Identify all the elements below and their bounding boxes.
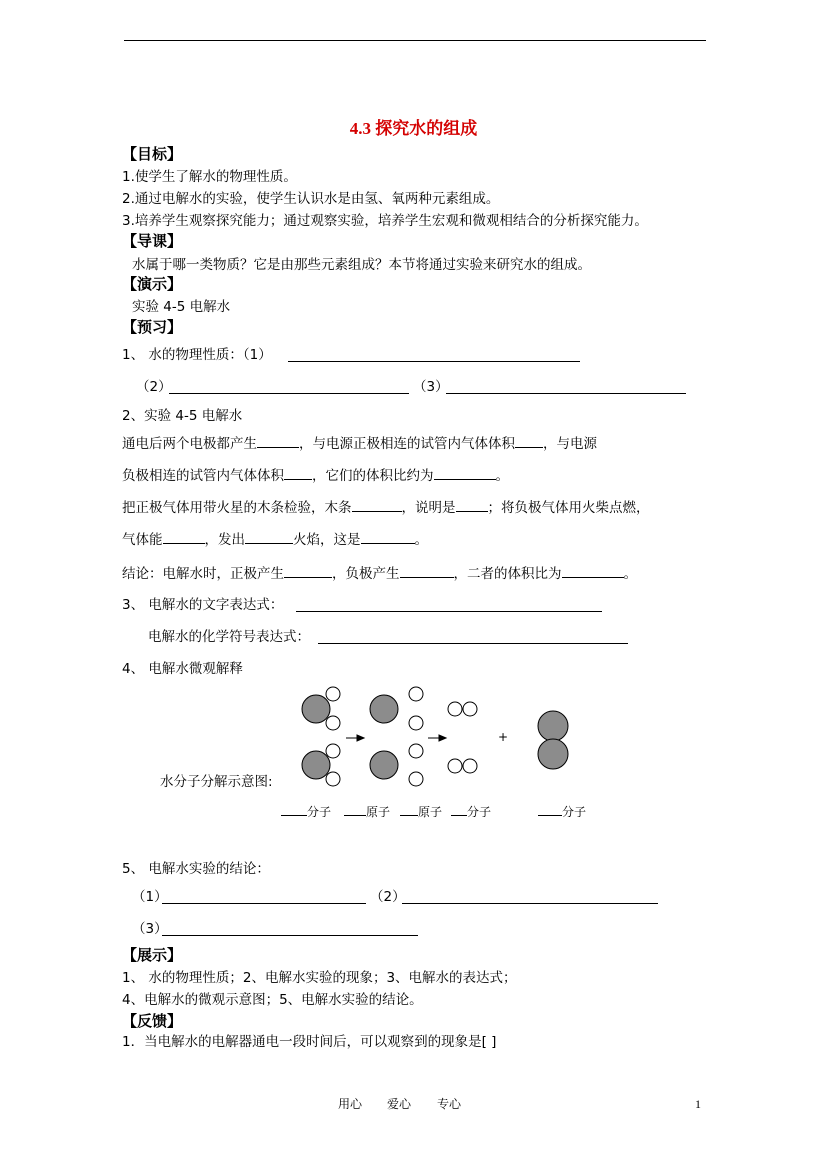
preview-q1: 1、 水的物理性质：（1） [122,347,272,363]
diagram-caption-5 [538,803,586,820]
p5-text-d: 。 [623,566,637,582]
blank [400,804,418,816]
p3-text-b: ，说明是 [401,500,456,516]
preview-conclusion [122,564,637,582]
caption-text: 分子 [307,805,332,819]
diagram-caption-3 [400,803,442,820]
demo-text: 实验 4-5 电解水 [132,299,231,315]
section-goals-heading: 【目标】 [122,145,183,163]
p4-text-b: ，发出 [204,532,245,548]
hydrogen-atom [409,687,423,701]
preview-q1-3: （3） [413,379,449,395]
oxygen-atom [370,695,398,723]
hydrogen-atom [326,772,340,786]
diagram-caption-2 [344,803,390,820]
page-number: 1 [695,1097,701,1111]
blank [281,804,307,816]
oxygen-atom [302,695,330,723]
answer-line-q5-2 [402,903,658,904]
hydrogen-atom [448,759,462,773]
hydrogen-atom [409,744,423,758]
p1-text-b: ，与电源正极相连的试管内气体体积 [299,436,515,452]
preview-paragraph-4 [122,530,428,548]
footer-motto-2: 爱心 [387,1097,412,1111]
blank [344,804,366,816]
answer-line-q5-3 [162,935,418,936]
header-rule [124,40,706,41]
p4-text-c: 火焰，这是 [293,532,361,548]
goal-item-3: 3.培养学生观察探究能力；通过观察实验，培养学生宏观和微观相结合的分析探究能力。 [122,213,648,229]
p1-text-c: ，与电源 [543,436,597,452]
preview-q2: 2、实验 4-5 电解水 [122,408,243,424]
arrow-icon [346,735,364,741]
hydrogen-atom [326,687,340,701]
section-preview-heading: 【预习】 [122,318,183,336]
section-show-heading: 【展示】 [122,946,183,964]
footer-motto-1: 用心 [338,1097,363,1111]
hydrogen-atom [463,759,477,773]
diagram-caption-1 [281,803,331,820]
oxygen-atom [538,711,568,741]
answer-line-q5-1 [162,903,366,904]
blank [163,530,205,544]
preview-q4: 4、 电解水微观解释 [122,661,243,677]
p4-text-d: 。 [414,532,428,548]
preview-q3-b: 电解水的化学符号表达式： [148,629,310,645]
preview-q5-1: （1） [132,889,168,905]
p5-text-b: ，负极产生 [332,566,400,582]
oxygen-atom [370,751,398,779]
blank [538,804,562,816]
diagram-caption-4 [451,803,491,820]
caption-text: 原子 [366,805,391,819]
hydrogen-atom [326,744,340,758]
preview-q5-3: （3） [132,921,168,937]
show-line-1: 1、 水的物理性质；2、电解水实验的现象；3、电解水的表达式； [122,970,517,986]
p5-text-a: 结论：电解水时，正极产生 [122,566,284,582]
footer-motto-3: 专心 [437,1097,462,1111]
hydrogen-atom [326,716,340,730]
preview-q1-2: （2） [136,379,172,395]
blank [284,564,332,578]
blank [434,466,496,480]
section-demo-heading: 【演示】 [122,275,183,293]
intro-text: 水属于哪一类物质？它是由那些元素组成？本节将通过实验来研究水的组成。 [132,257,591,273]
hydrogen-atom [409,772,423,786]
caption-text: 分子 [467,805,492,819]
blank [361,530,415,544]
hydrogen-atom [463,702,477,716]
preview-q5: 5、 电解水实验的结论： [122,861,270,877]
p1-text-a: 通电后两个电极都产生 [122,436,257,452]
page-title: 4.3 探究水的组成 [349,119,478,138]
p3-text-c: ；将负极气体用火柴点燃， [487,500,650,516]
p2-text-c: 。 [495,468,509,484]
p4-text-a: 气体能 [122,532,163,548]
oxygen-atom [538,739,568,769]
answer-line-q1-1 [288,361,580,362]
show-line-2: 4、电解水的微观示意图；5、电解水实验的结论。 [122,992,423,1008]
p3-text-a: 把正极气体用带火星的木条检验，木条 [122,500,352,516]
caption-text: 原子 [418,805,443,819]
blank [284,466,312,480]
preview-q5-2: （2） [370,889,406,905]
hydrogen-atom [448,702,462,716]
preview-paragraph-3 [122,498,650,516]
preview-q3: 3、 电解水的文字表达式： [122,597,284,613]
blank [400,564,454,578]
p5-text-c: ，二者的体积比为 [453,566,562,582]
feedback-q1: 1．当电解水的电解器通电一段时间后，可以观察到的现象是[ ] [122,1034,497,1050]
section-feedback-heading: 【反馈】 [122,1012,183,1030]
blank [257,434,299,448]
blank [515,434,543,448]
diagram-label: 水分子分解示意图: [160,774,273,790]
answer-line-q3-b [318,643,628,644]
preview-paragraph-1 [122,434,597,452]
plus-sign: + [498,730,509,744]
section-intro-heading: 【导课】 [122,232,183,250]
answer-line-q1-3 [446,393,686,394]
p2-text-a: 负极相连的试管内气体体积 [122,468,284,484]
blank [451,804,467,816]
p2-text-b: ，它们的体积比约为 [312,468,434,484]
answer-line-q1-2 [169,393,409,394]
goal-item-2: 2.通过电解水的实验，使学生认识水是由氢、氧两种元素组成。 [122,191,500,207]
goal-item-1: 1.使学生了解水的物理性质。 [122,169,297,185]
hydrogen-atom [409,716,423,730]
blank [456,498,488,512]
oxygen-atom [302,751,330,779]
blank [352,498,402,512]
arrow-icon [428,735,446,741]
blank [562,564,624,578]
caption-text: 分子 [562,805,587,819]
blank [245,530,293,544]
preview-paragraph-2 [122,466,509,484]
answer-line-q3 [296,611,602,612]
